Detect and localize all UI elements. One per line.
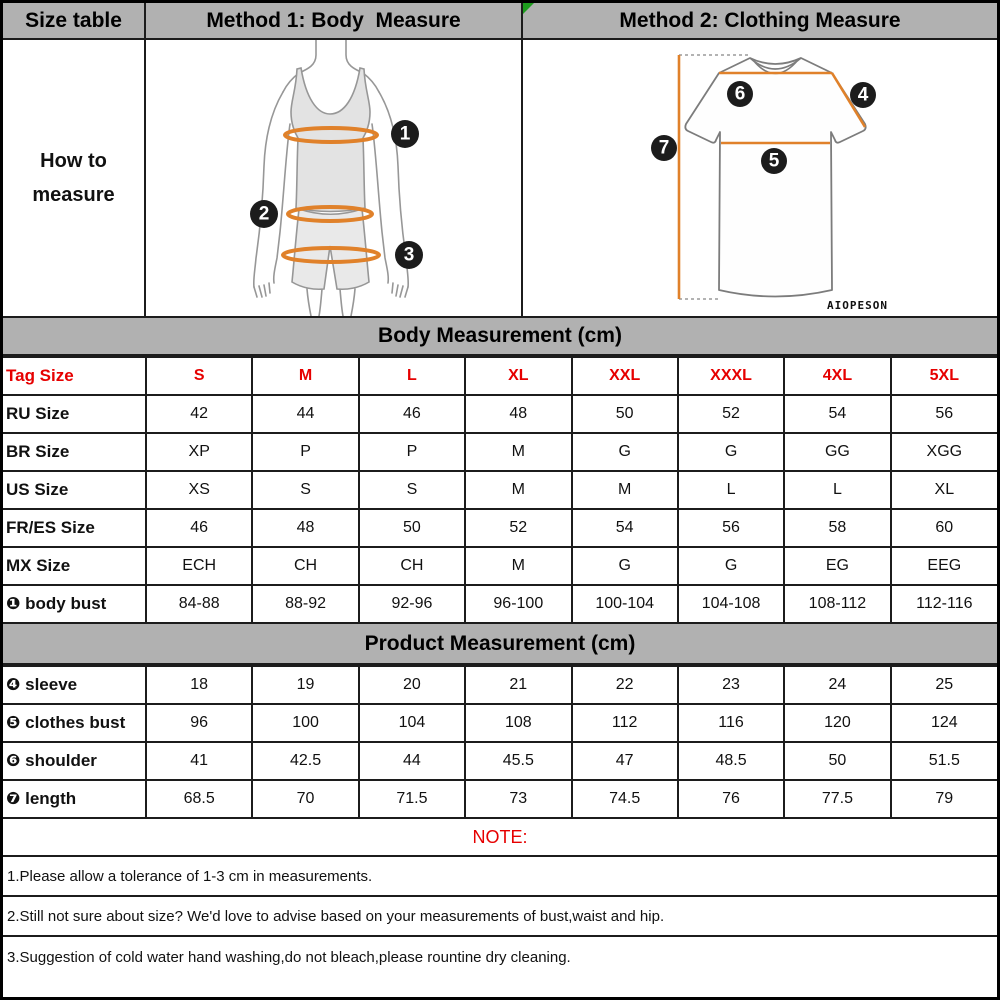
- cell-value: 42: [146, 395, 252, 433]
- cell-value: 56: [891, 395, 997, 433]
- cell-value: P: [359, 433, 465, 471]
- cell-value: 54: [784, 395, 890, 433]
- table-row: [3, 704, 997, 742]
- product-measurement-table: [3, 665, 997, 819]
- cell-value: M: [252, 357, 358, 395]
- body-measure-illustration: [146, 40, 523, 318]
- cell-value: 41: [146, 742, 252, 780]
- cell-value: 96-100: [465, 585, 571, 623]
- hand-outline: [392, 283, 408, 297]
- cell-value: G: [678, 547, 784, 585]
- table-row: [3, 357, 997, 395]
- cell-value: 79: [891, 780, 997, 818]
- row-label: RU Size: [3, 395, 146, 433]
- row-label: BR Size: [3, 433, 146, 471]
- cell-value: XL: [465, 357, 571, 395]
- row-label: US Size: [3, 471, 146, 509]
- cell-value: 46: [146, 509, 252, 547]
- cell-value: 19: [252, 666, 358, 704]
- svg-text:4: 4: [857, 84, 869, 106]
- cell-value: 108: [465, 704, 571, 742]
- corner-marker-icon: [523, 3, 534, 14]
- cell-value: 44: [359, 742, 465, 780]
- method1-header: [146, 3, 523, 40]
- cell-value: 76: [678, 780, 784, 818]
- cell-value: 100-104: [572, 585, 678, 623]
- svg-text:1: 1: [399, 123, 411, 145]
- cell-value: 56: [678, 509, 784, 547]
- table-row: [3, 509, 997, 547]
- table-row: [3, 742, 997, 780]
- cell-value: 25: [891, 666, 997, 704]
- cell-value: P: [252, 433, 358, 471]
- cell-value: 18: [146, 666, 252, 704]
- method1-header-label: Method 1: Body Measure: [206, 8, 461, 32]
- cell-value: S: [252, 471, 358, 509]
- cell-value: 22: [572, 666, 678, 704]
- cell-value: S: [146, 357, 252, 395]
- row-label: ❺ clothes bust: [3, 704, 146, 742]
- cell-value: G: [572, 433, 678, 471]
- cell-value: CH: [359, 547, 465, 585]
- top-section: [3, 3, 997, 318]
- cell-value: 48: [465, 395, 571, 433]
- cell-value: 108-112: [784, 585, 890, 623]
- cell-value: 124: [891, 704, 997, 742]
- row-label: ❶ body bust: [3, 585, 146, 623]
- cell-value: M: [465, 433, 571, 471]
- cell-value: 48: [252, 509, 358, 547]
- cell-value: 104-108: [678, 585, 784, 623]
- cell-value: 120: [784, 704, 890, 742]
- cell-value: 52: [465, 509, 571, 547]
- note-item: 2.Still not sure about size? We'd love to advise based on your measurements of bust,waist and hip.: [3, 897, 997, 937]
- cell-value: 44: [252, 395, 358, 433]
- svg-text:5: 5: [768, 150, 780, 172]
- row-label: ❹ sleeve: [3, 666, 146, 704]
- cell-value: EEG: [891, 547, 997, 585]
- cell-value: G: [678, 433, 784, 471]
- row-label: Tag Size: [3, 357, 146, 395]
- cell-value: 104: [359, 704, 465, 742]
- table-row: [3, 666, 997, 704]
- note-title: NOTE:: [3, 819, 997, 857]
- cell-value: 92-96: [359, 585, 465, 623]
- how-to-measure-label: How to measure: [3, 40, 146, 318]
- row-label: ❻ shoulder: [3, 742, 146, 780]
- cell-value: EG: [784, 547, 890, 585]
- cell-value: XXL: [572, 357, 678, 395]
- cell-value: 21: [465, 666, 571, 704]
- brand-label: AIOPESON: [827, 299, 888, 312]
- hand-outline: [254, 283, 270, 297]
- leg-outline: [307, 289, 322, 316]
- cell-value: M: [465, 547, 571, 585]
- note-item: 3.Suggestion of cold water hand washing,do not bleach,please rountine dry cleaning.: [3, 937, 997, 977]
- leg-outline: [340, 289, 355, 316]
- table-row: [3, 585, 997, 623]
- table-row: [3, 395, 997, 433]
- cell-value: 23: [678, 666, 784, 704]
- cell-value: L: [784, 471, 890, 509]
- cell-value: L: [678, 471, 784, 509]
- tshirt-figure-icon: [523, 40, 997, 316]
- cell-value: L: [359, 357, 465, 395]
- cell-value: 96: [146, 704, 252, 742]
- cell-value: 58: [784, 509, 890, 547]
- svg-text:7: 7: [658, 137, 670, 159]
- tshirt-outline: [685, 58, 865, 297]
- table-row: [3, 433, 997, 471]
- cell-value: 45.5: [465, 742, 571, 780]
- cell-value: 54: [572, 509, 678, 547]
- cell-value: 70: [252, 780, 358, 818]
- cell-value: 46: [359, 395, 465, 433]
- cell-value: XS: [146, 471, 252, 509]
- cell-value: 24: [784, 666, 890, 704]
- cell-value: 48.5: [678, 742, 784, 780]
- cell-value: 51.5: [891, 742, 997, 780]
- cell-value: 42.5: [252, 742, 358, 780]
- cell-value: 50: [784, 742, 890, 780]
- cell-value: ECH: [146, 547, 252, 585]
- table-row: [3, 780, 997, 818]
- row-label: FR/ES Size: [3, 509, 146, 547]
- svg-text:6: 6: [734, 83, 746, 105]
- row-label: ❼ length: [3, 780, 146, 818]
- note-item: 1.Please allow a tolerance of 1-3 cm in measurements.: [3, 857, 997, 897]
- cell-value: 77.5: [784, 780, 890, 818]
- method2-header-label: Method 2: Clothing Measure: [619, 8, 901, 32]
- cell-value: 50: [572, 395, 678, 433]
- cell-value: 88-92: [252, 585, 358, 623]
- clothing-measure-illustration: [523, 40, 997, 318]
- cell-value: 50: [359, 509, 465, 547]
- cell-value: M: [465, 471, 571, 509]
- cell-value: 112-116: [891, 585, 997, 623]
- cell-value: S: [359, 471, 465, 509]
- cell-value: 112: [572, 704, 678, 742]
- cell-value: 20: [359, 666, 465, 704]
- cell-value: 100: [252, 704, 358, 742]
- cell-value: 52: [678, 395, 784, 433]
- cell-value: 116: [678, 704, 784, 742]
- cell-value: XGG: [891, 433, 997, 471]
- method2-header: [523, 3, 997, 40]
- cell-value: 5XL: [891, 357, 997, 395]
- cell-value: XL: [891, 471, 997, 509]
- cell-value: 84-88: [146, 585, 252, 623]
- body-measurement-table: [3, 356, 997, 624]
- table-row: [3, 547, 997, 585]
- svg-text:3: 3: [403, 244, 415, 266]
- size-table-header: Size table: [3, 3, 146, 40]
- cell-value: 60: [891, 509, 997, 547]
- table-row: [3, 471, 997, 509]
- body-figure-icon: [146, 40, 521, 316]
- cell-value: XP: [146, 433, 252, 471]
- cell-value: G: [572, 547, 678, 585]
- cell-value: 73: [465, 780, 571, 818]
- svg-text:2: 2: [258, 203, 270, 225]
- product-measurement-title: Product Measurement (cm): [3, 624, 997, 665]
- row-label: MX Size: [3, 547, 146, 585]
- cell-value: M: [572, 471, 678, 509]
- body-measurement-title: Body Measurement (cm): [3, 318, 997, 356]
- cell-value: 47: [572, 742, 678, 780]
- cell-value: CH: [252, 547, 358, 585]
- body-outline: [254, 92, 283, 287]
- cell-value: XXXL: [678, 357, 784, 395]
- cell-value: GG: [784, 433, 890, 471]
- cell-value: 68.5: [146, 780, 252, 818]
- cell-value: 4XL: [784, 357, 890, 395]
- cell-value: 74.5: [572, 780, 678, 818]
- cell-value: 71.5: [359, 780, 465, 818]
